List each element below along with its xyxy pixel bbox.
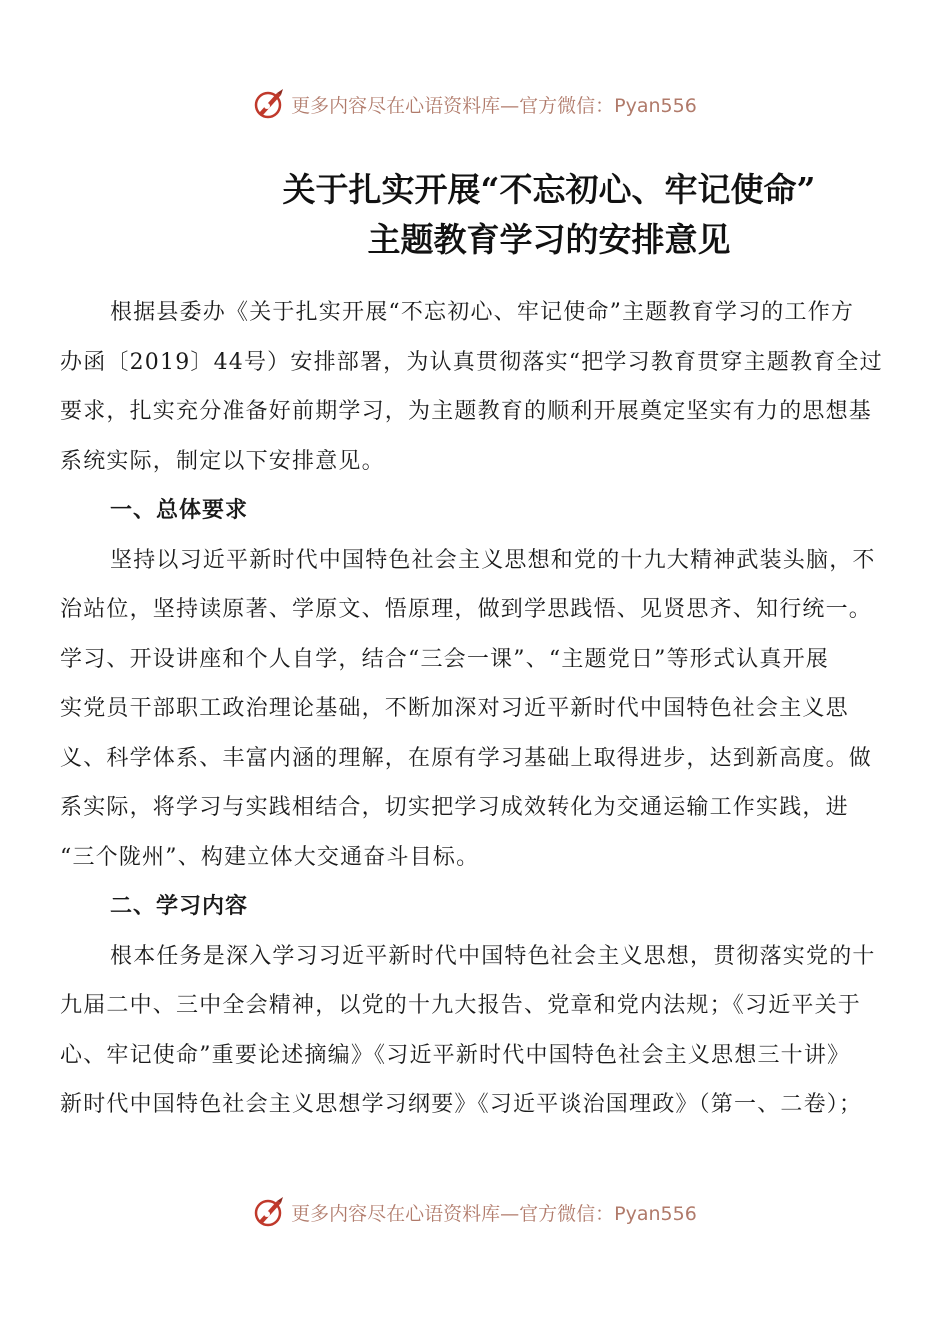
paragraph-line: 根据县委办《关于扎实开展“不忘初心、牢记使命”主题教育学习的工作方 [110, 300, 855, 325]
paragraph-line: 要求，扎实充分准备好前期学习，为主题教育的顺利开展奠定坚实有力的思想基 [60, 399, 873, 424]
paragraph-line: 心、牢记使命”重要论述摘编》《习近平新时代中国特色社会主义思想三十讲》 [60, 1042, 851, 1068]
watermark-banner-top [0, 84, 950, 124]
paragraph-line: 办函〔2019〕44号）安排部署，为认真贯彻落实“把学习教育贯穿主题教育全过 [60, 349, 883, 375]
wechat-id: Pyan556 [614, 94, 697, 117]
document-body [60, 288, 950, 1130]
pen-logo-icon [253, 87, 287, 121]
paragraph-line: 根本任务是深入学习习近平新时代中国特色社会主义思想，贯彻落实党的十 [110, 943, 876, 969]
section-heading: 一、总体要求 [110, 498, 249, 523]
watermark-banner-bottom [0, 1192, 950, 1232]
paragraph-line: 义、科学体系、丰富内涵的理解，在原有学习基础上取得进步，达到新高度。做 [60, 745, 873, 771]
paragraph-line: “三个陇州”、构建立体大交通奋斗目标。 [60, 844, 480, 870]
paragraph-line: 系统实际，制定以下安排意见。 [60, 448, 385, 474]
wechat-id: Pyan556 [614, 1202, 697, 1225]
paragraph-line: 九届二中、三中全会精神，以党的十九大报告、党章和党内法规；《习近平关于 [60, 993, 862, 1018]
paragraph-line: 新时代中国特色社会主义思想学习纲要》《习近平谈治国理政》（第一、二卷）； [60, 1092, 863, 1117]
watermark-text: 更多内容尽在心语资料库—官方微信：Pyan556 [291, 94, 697, 117]
watermark-text: 更多内容尽在心语资料库—官方微信：Pyan556 [291, 1202, 697, 1225]
section-heading: 二、学习内容 [110, 894, 249, 919]
document-title-line-2: 主题教育学习的安排意见 [367, 220, 731, 259]
paragraph-line: 坚持以习近平新时代中国特色社会主义思想和党的十九大精神武装头脑，不 [110, 547, 876, 573]
paragraph-line: 实党员干部职工政治理论基础，不断加深对习近平新时代中国特色社会主义思 [60, 696, 849, 721]
pen-logo-icon [253, 1195, 287, 1229]
paragraph-line: 学习、开设讲座和个人自学，结合“三会一课”、“主题党日”等形式认真开展 [60, 646, 829, 672]
paragraph-line: 系实际，将学习与实践相结合，切实把学习成效转化为交通运输工作实践，进 [60, 795, 849, 820]
paragraph-line: 治站位，坚持读原著、学原文、悟原理，做到学思践悟、见贤思齐、知行统一。 [60, 597, 873, 622]
document-title-line-1: 关于扎实开展“不忘初心、牢记使命” [282, 170, 816, 209]
